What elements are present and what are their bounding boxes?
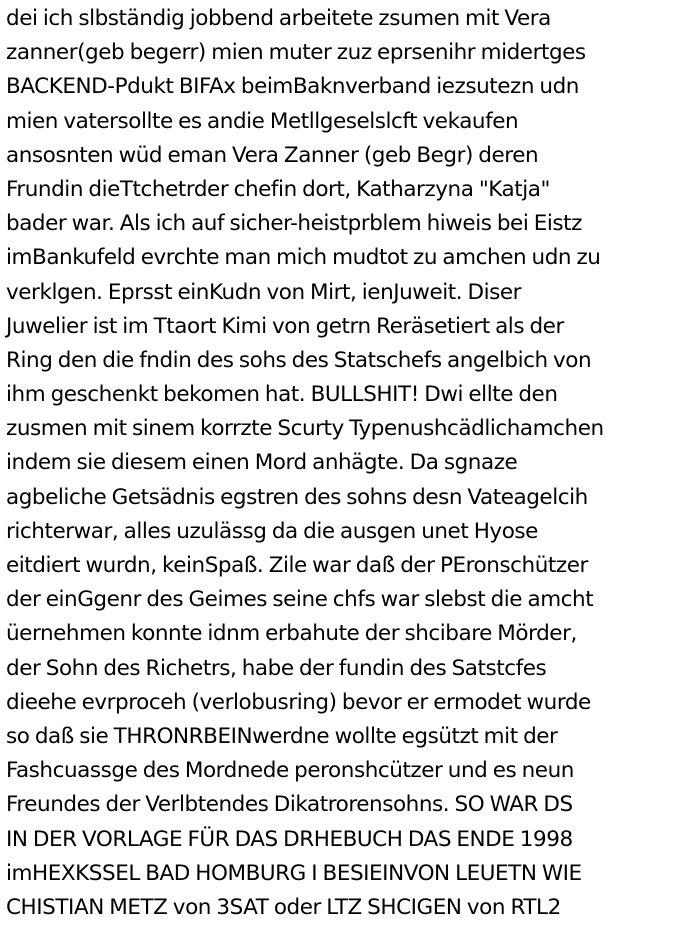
- text-line-24: Freundes der Verlbtendes Dikatrorensohns. SO WAR DS: [6, 792, 573, 818]
- text-line-1: dei ich slbständig jobbend arbeitete zsumen mit Vera: [6, 6, 551, 31]
- text-line-7: bader war. Als ich auf sicher-heistprblem hiweis bei Eistz: [6, 211, 582, 237]
- text-line-9: verklgen. Eprsst einKudn von Mirt, ienJuweit. Diser: [6, 279, 522, 305]
- text-line-12: ihm geschenkt bekomen hat. BULLSHIT! Dwi ellte den: [6, 382, 558, 408]
- text-line-16: richterwar, alles uzulässg da die ausgen unet Hyose: [6, 518, 538, 544]
- text-line-20: der Sohn des Richetrs, habe der fundin des Satstcfes: [6, 655, 547, 681]
- text-line-23: Fashcuassge des Mordnede peronshcützer und es neun: [6, 758, 574, 784]
- text-line-15: agbeliche Getsädnis egstren des sohns desn Vateagelcih: [6, 484, 588, 510]
- text-line-19: üernehmen konnte idnm erbahute der shcibare Mörder,: [6, 621, 577, 647]
- text-line-17: eitdiert wurdn, keinSpaß. Zile war daß der PEronschützer: [6, 553, 588, 578]
- text-line-13: zusmen mit sinem korrzte Scurty Typenushcädlichamchen: [6, 416, 604, 442]
- text-line-25: IN DER VORLAGE FÜR DAS DRHEBUCH DAS ENDE 1998: [6, 826, 573, 852]
- text-line-21: dieehe evrproceh (verlobusring) bevor er ermodet wurde: [6, 689, 591, 715]
- text-line-11: Ring den die fndin des sohs des Statschefs angelbich von: [6, 347, 592, 373]
- text-line-5: ansosnten wüd eman Vera Zanner (geb Begr) deren: [6, 142, 539, 168]
- text-line-27: CHISTIAN METZ von 3SAT oder LTZ SHCIGEN von RTL2: [6, 894, 561, 920]
- text-line-10: Juwelier ist im Ttaort Kimi von getrn Reräsetiert als der: [6, 313, 564, 339]
- text-line-2: zanner(geb begerr) mien muter zuz eprsenihr midertges: [6, 40, 586, 66]
- text-line-18: der einGgenr des Geimes seine chfs war slebst die amcht: [6, 587, 594, 613]
- text-line-8: imBankufeld evrchte man mich mudtot zu amchen udn zu: [6, 245, 601, 271]
- document-body: [6, 2, 684, 925]
- text-line-22: so daß sie THRONRBEINwerdne wollte egsützt mit der: [6, 723, 558, 749]
- text-line-14: indem sie diesem einen Mord anhägte. Da sgnaze: [6, 450, 518, 476]
- text-line-4: mien vatersollte es andie Metllgeselslcft vekaufen: [6, 108, 519, 134]
- text-line-3: BACKEND-Pdukt BIFAx beimBaknverband iezsutezn udn: [6, 74, 579, 100]
- text-line-26: imHEXKSSEL BAD HOMBURG I BESIEINVON LEUETN WIE: [6, 860, 582, 886]
- text-line-6: Frundin dieTtchetrder chefin dort, Katharzyna "Katja": [6, 176, 550, 202]
